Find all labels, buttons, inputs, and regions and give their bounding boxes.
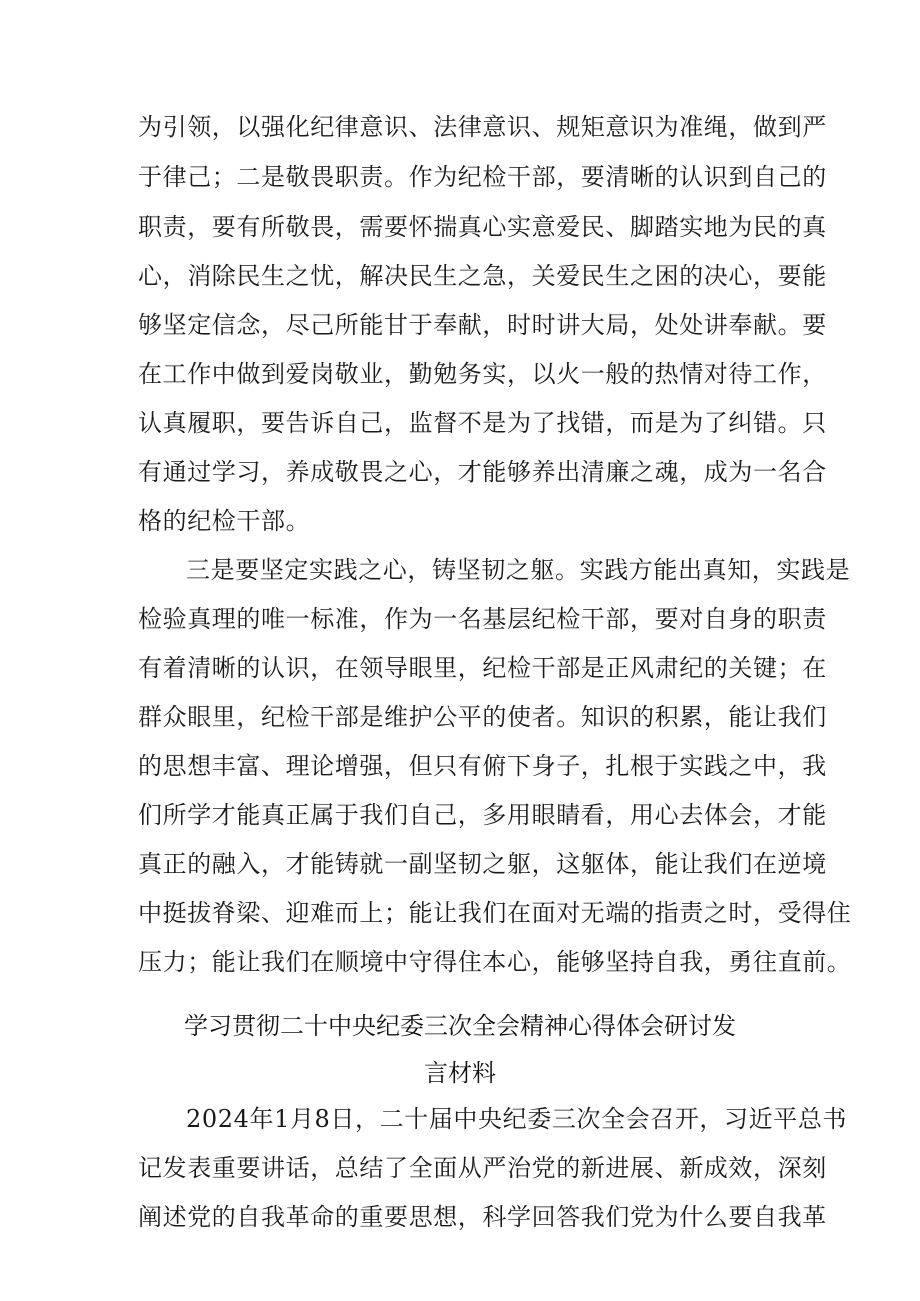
paragraph-line: 们所学才能真正属于我们自己，多用眼睛看，用心去体会，才能 [138, 801, 827, 829]
section-heading: 学习贯彻二十中央纪委三次全会精神心得体会研讨发 [184, 1012, 736, 1040]
paragraph-line: 三是要坚定实践之心，铸坚韧之躯。实践方能出真知，实践是 [186, 556, 851, 584]
paragraph-line: 认真履职，要告诉自己，监督不是为了找错，而是为了纠错。只 [138, 409, 827, 437]
paragraph-line: 检验真理的唯一标准，作为一名基层纪检干部，要对自身的职责 [138, 605, 827, 633]
paragraph-line: 心，消除民生之忧，解决民生之急，关爱民生之困的决心，要能 [138, 262, 827, 290]
paragraph-line: 群众眼里，纪检干部是维护公平的使者。知识的积累，能让我们 [138, 703, 827, 731]
paragraph-line: 真正的融入，才能铸就一副坚韧之躯，这躯体，能让我们在逆境 [138, 850, 827, 878]
paragraph-line: 2024年1月8日，二十届中央纪委三次全会召开，习近平总书 [186, 1105, 848, 1133]
paragraph-line: 的思想丰富、理论增强，但只有俯下身子，扎根于实践之中，我 [138, 752, 827, 780]
paragraph-line: 记发表重要讲话，总结了全面从严治党的新进展、新成效，深刻 [138, 1154, 827, 1182]
paragraph-line: 有通过学习，养成敬畏之心，才能够养出清廉之魂，成为一名合 [138, 458, 827, 486]
section-heading-continued: 言材料 [424, 1059, 496, 1087]
paragraph-line: 在工作中做到爱岗敬业，勤勉务实，以火一般的热情对待工作， [138, 360, 827, 388]
paragraph-line: 够坚定信念，尽己所能甘于奉献，时时讲大局，处处讲奉献。要 [138, 311, 827, 339]
paragraph-line: 有着清晰的认识，在领导眼里，纪检干部是正风肃纪的关键；在 [138, 654, 827, 682]
paragraph-line: 阐述党的自我革命的重要思想，科学回答我们党为什么要自我革 [138, 1203, 827, 1231]
paragraph-line: 格的纪检干部。 [138, 507, 311, 535]
paragraph-line: 压力；能让我们在顺境中守得住本心，能够坚持自我，勇往直前。 [138, 948, 852, 976]
paragraph-line: 职责，要有所敬畏，需要怀揣真心实意爱民、脚踏实地为民的真 [138, 213, 827, 241]
paragraph-line: 为引领，以强化纪律意识、法律意识、规矩意识为准绳，做到严 [138, 113, 827, 141]
paragraph-line: 中挺拔脊梁、迎难而上；能让我们在面对无端的指责之时，受得住 [138, 899, 852, 927]
paragraph-line: 于律己；二是敬畏职责。作为纪检干部，要清晰的认识到自己的 [138, 163, 827, 191]
